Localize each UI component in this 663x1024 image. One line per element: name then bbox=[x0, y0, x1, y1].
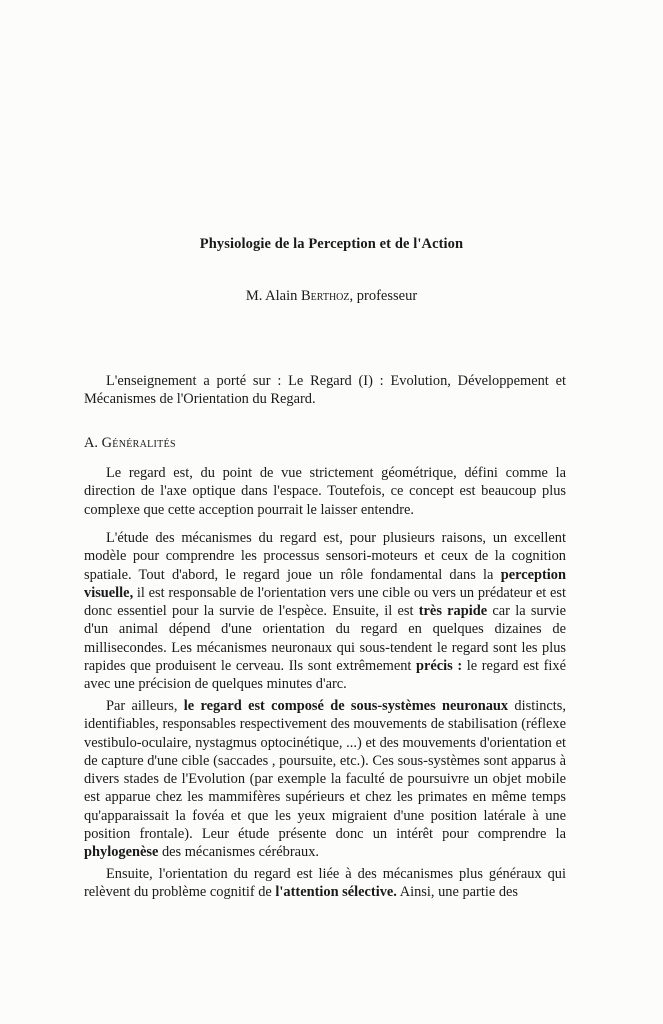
paragraph-3-bold-1: le regard est composé de sous-systèmes neuronaux bbox=[183, 698, 509, 714]
paragraph-3-text-3: des mécanismes cérébraux. bbox=[158, 844, 319, 861]
paragraph-2-bold-1: perception visuelle, bbox=[84, 566, 566, 601]
author-prefix: M. Alain bbox=[245, 288, 301, 304]
paragraph-2-text-3: car la survie d'un animal dépend d'une orientation du regard en quelques dizaines de millisecondes. Les mécanismes neuronaux qui sous-tendent le regard sont les plus rapides que produisent le cerveau. Ils sont extrêmement bbox=[84, 603, 566, 675]
author-line bbox=[0, 288, 663, 305]
paragraph-3-bold-2: phylogenèse bbox=[84, 844, 159, 861]
paragraph-2-text-2: il est responsable de l'orientation vers une cible ou vers un prédateur et est donc essentiel pour la survie de l'espèce. Ensuite, il est bbox=[84, 584, 566, 620]
paragraph-4-bold-1: l'attention sélective. bbox=[275, 884, 397, 901]
paragraph-1: Le regard est, du point de vue strictement géométrique, défini comme la direction de l'axe optique dans l'espace. Toutefois, ce concept est beaucoup plus complexe que cette acception pourrait le laisser entendre. bbox=[84, 465, 566, 518]
intro-paragraph: L'enseignement a porté sur : Le Regard (I) : Evolution, Développement et Mécanismes de l'Orientation du Regard. bbox=[84, 373, 566, 408]
paragraph-2-text-4: le regard est fixé avec une précision de quelques minutes d'arc. bbox=[84, 658, 567, 693]
paragraph-3-text-2: distincts, identifiables, responsables respectivement des mouvements de stabilisation (réflexe vestibulo-oculaire, nystagmus optocinétique, ...) et des mouvements d'orientation et de capture d'une cible (saccades , poursuite, etc.). Ces sous-systèmes sont apparus à divers stades de l'Evolution (par exemple la faculté de poursuivre un objet mobile est apparue chez les mammifères supérieurs et chez les primates en même temps qu'apparaissait la fovéa et que les yeux migraient d'une position latérale à une position frontale). Leur étude présente donc un intérêt pour comprendre la bbox=[84, 698, 566, 843]
document-title: Physiologie de la Perception et de l'Action bbox=[199, 236, 464, 252]
author-suffix: , professeur bbox=[349, 288, 418, 304]
paragraph-2-bold-3: précis : bbox=[416, 658, 463, 675]
paragraph-2 bbox=[84, 529, 566, 694]
paragraph-4 bbox=[84, 865, 566, 902]
section-heading bbox=[84, 434, 176, 452]
paragraph-4-text-2: Ainsi, une partie des bbox=[396, 884, 519, 901]
author-surname: Berthoz bbox=[301, 288, 350, 304]
section-letter: A. bbox=[84, 435, 102, 451]
paragraph-4-text-1: Ensuite, l'orientation du regard est liée à des mécanismes plus généraux qui relèvent du problème cognitif de bbox=[84, 866, 566, 901]
paragraph-2-text-1: L'étude des mécanismes du regard est, pour plusieurs raisons, un excellent modèle pour comprendre les processus sensori-moteurs et ceux de la cognition spatiale. Tout d'abord, le regard joue un rôle fondamental dans la bbox=[84, 530, 566, 583]
paragraph-2-bold-2: très rapide bbox=[418, 603, 488, 620]
paragraph-3 bbox=[84, 697, 566, 862]
section-title: Généralités bbox=[101, 435, 176, 451]
paragraph-3-text-1: Par ailleurs, bbox=[106, 698, 184, 714]
